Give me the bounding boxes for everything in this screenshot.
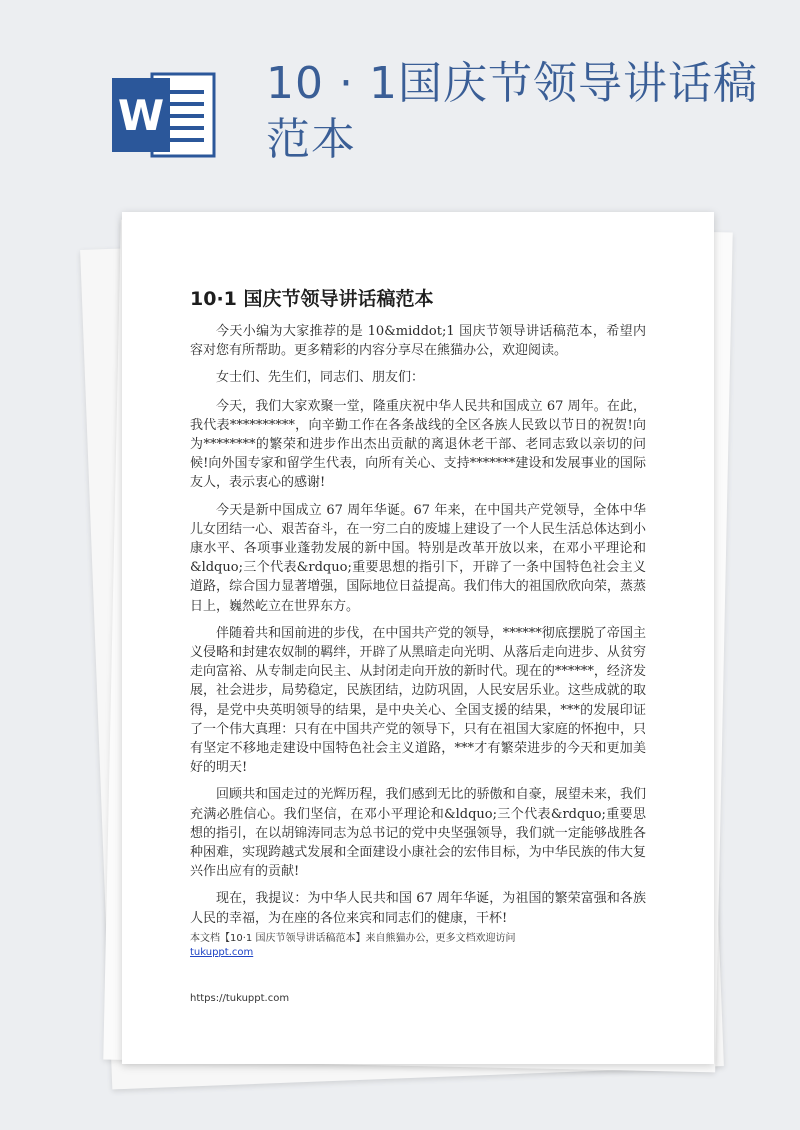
body-paragraph: 回顾共和国走过的光辉历程，我们感到无比的骄傲和自豪，展望未来，我们充满必胜信心。我们坚信，在邓小平理论和&ldquo;三个代表&rdquo;重要思想的指引，在以胡锦涛同志为总书记的党中央坚强领导，我们就一定能够战胜各种困难，实现跨越式发展和全面建设小康社会的宏伟目标，为中华民族的伟大复兴作出应有的贡献! [190,787,646,880]
word-icon-letter: W [117,91,165,140]
greeting-paragraph: 女士们、先生们，同志们、朋友们： [216,370,425,386]
footer-link[interactable]: tukuppt.com [190,947,254,958]
word-document-icon [112,72,216,158]
document-page [122,212,714,1064]
body-paragraph: 今天，我们大家欢聚一堂，隆重庆祝中华人民共和国成立 67 周年。在此，我代表**********，向辛勤工作在各条战线的全区各族人民致以节日的祝贺!向为********的繁荣和进步作出杰出贡献的离退休老干部、老同志致以亲切的问候!向外国专家和留学生代表，向所有关心、支持*******建设和发展事业的国际友人，表示衷心的感谢! [190,398,646,491]
body-paragraph: 伴随着共和国前进的步伐，在中国共产党的领导，******彻底摆脱了帝国主义侵略和封建农奴制的羁绊，开辟了从黑暗走向光明、从落后走向进步、从贫穷走向富裕、从专制走向民主、从封闭走向开放的新时代。现在的******，经济发展，社会进步，局势稳定，民族团结，边防巩固，人民安居乐业。这些成就的取得，是党中央英明领导的结果，是中央关心、全国支援的结果，***的发展印证了一个伟大真理：只有在中国共产党的领导下，只有在祖国大家庭的怀抱中，只有坚定不移地走建设中国特色社会主义道路，***才有繁荣进步的今天和更加美好的明天! [190,625,646,776]
page-header [0,0,800,210]
page-title: 10 · 1国庆节领导讲话稿范本 [266,58,758,165]
footer-text: 本文档【10·1 国庆节领导讲话稿范本】来自熊猫办公，更多文档欢迎访问 [190,933,516,944]
closing-paragraph: 现在，我提议：为中华人民共和国 67 周年华诞，为祖国的繁荣富强和各族人民的幸福，为在座的各位来宾和同志们的健康，干杯! [190,891,646,926]
intro-paragraph: 今天小编为大家推荐的是 10&middot;1 国庆节领导讲话稿范本，希望内容对您有所帮助。更多精彩的内容分享尽在熊猫办公，欢迎阅读。 [190,324,646,359]
document-title: 10·1 国庆节领导讲话稿范本 [190,288,434,310]
document-body [190,322,646,936]
page-url: https://tukuppt.com [190,993,290,1004]
body-paragraph: 今天是新中国成立 67 周年华诞。67 年来，在中国共产党领导，全体中华儿女团结一心、艰苦奋斗，在一穷二白的废墟上建设了一个人民生活总体达到小康水平、各项事业蓬勃发展的新中国。特别是改革开放以来，在邓小平理论和&ldquo;三个代表&rdquo;重要思想的指引下，开辟了一条中国特色社会主义道路，综合国力显著增强，国际地位日益提高。我们伟大的祖国欣欣向荣，蒸蒸日上，巍然屹立在世界东方。 [190,502,646,614]
document-footer [190,932,660,960]
